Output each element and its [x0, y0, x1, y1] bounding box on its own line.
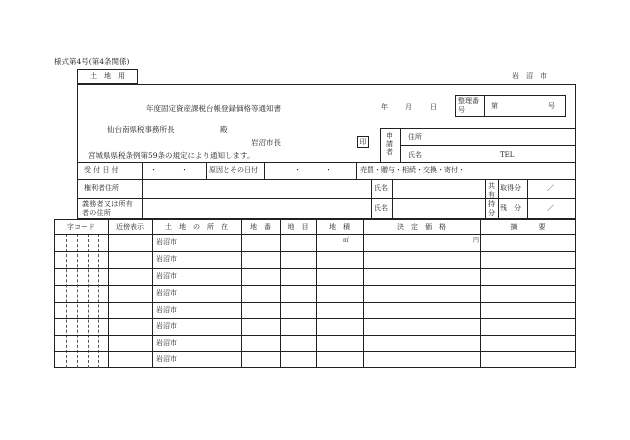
unit-area: ㎡: [343, 237, 350, 244]
received-date-label: 受 付 日 付: [84, 166, 119, 174]
table-row-city: 岩沼市: [156, 272, 177, 280]
cause-dot-1: ・: [294, 166, 301, 174]
date-day: 日: [430, 103, 437, 111]
seal-mark: 印: [357, 136, 369, 148]
header-location: 土 地 の 所 在: [165, 223, 228, 231]
joint-share-label: 共有持分: [488, 182, 495, 217]
table-row-city: 岩沼市: [156, 238, 177, 246]
form-title: 年度固定資産課税台帳登録価格等通知書: [146, 104, 281, 113]
date-year: 年: [381, 103, 388, 111]
cause-label: 原因とその日付: [209, 166, 258, 174]
cause-options: 売買・贈与・相続・交換・寄付・: [360, 166, 465, 174]
honorific: 殿: [220, 125, 228, 134]
header-code: 字コード: [67, 223, 95, 231]
name-label: 氏名: [408, 151, 422, 159]
table-row-city: 岩沼市: [156, 322, 177, 330]
seiri-dai: 第: [491, 102, 498, 110]
header-area: 地 積: [329, 223, 350, 231]
remaining-slash: ／: [547, 204, 554, 212]
header-lot: 地 番: [250, 223, 271, 231]
rights-name-label: 氏名: [374, 184, 388, 192]
recipient: 仙台南県税事務所長: [107, 125, 175, 134]
tel-label: TEL: [500, 151, 515, 159]
seiri-label: 整理番号: [458, 97, 479, 114]
applicant-label: 申請者: [386, 132, 393, 156]
table-row-city: 岩沼市: [156, 289, 177, 297]
header-price: 決 定 価 格: [397, 223, 446, 231]
parcel-table: [54, 219, 576, 368]
received-dot-2: ・: [181, 166, 188, 174]
header-remarks: 摘 要: [510, 223, 546, 231]
notice-text: 宮城県県税条例第59条の規定により通知します。: [88, 151, 255, 160]
table-row-city: 岩沼市: [156, 255, 177, 263]
city-header: 岩 沼 市: [512, 72, 547, 80]
table-row-city: 岩沼市: [156, 339, 177, 347]
obligor-name-label: 氏名: [374, 204, 388, 212]
unit-yen: 円: [473, 237, 480, 244]
address-label: 住所: [408, 133, 422, 141]
table-row-city: 岩沼市: [156, 306, 177, 314]
seiri-go: 号: [548, 102, 555, 110]
rights-holder-label: 権利者住所: [84, 184, 119, 192]
form-number: 様式第4号(第4条関係): [54, 57, 130, 66]
date-month: 月: [405, 103, 412, 111]
header-category: 地 目: [287, 223, 309, 231]
cause-dot-2: ・: [325, 166, 332, 174]
header-nearby: 近傍表示: [116, 223, 144, 231]
acquired-label: 取得分: [500, 184, 521, 192]
remaining-label: 残 分: [500, 204, 521, 212]
obligor-label: 義務者又は所有者の住所: [82, 200, 134, 217]
acquired-slash: ／: [547, 184, 554, 192]
received-dot-1: ・: [150, 166, 157, 174]
table-row-city: 岩沼市: [156, 355, 177, 363]
sender: 岩沼市長: [251, 138, 281, 147]
land-use-label: 土 地 用: [90, 72, 125, 80]
